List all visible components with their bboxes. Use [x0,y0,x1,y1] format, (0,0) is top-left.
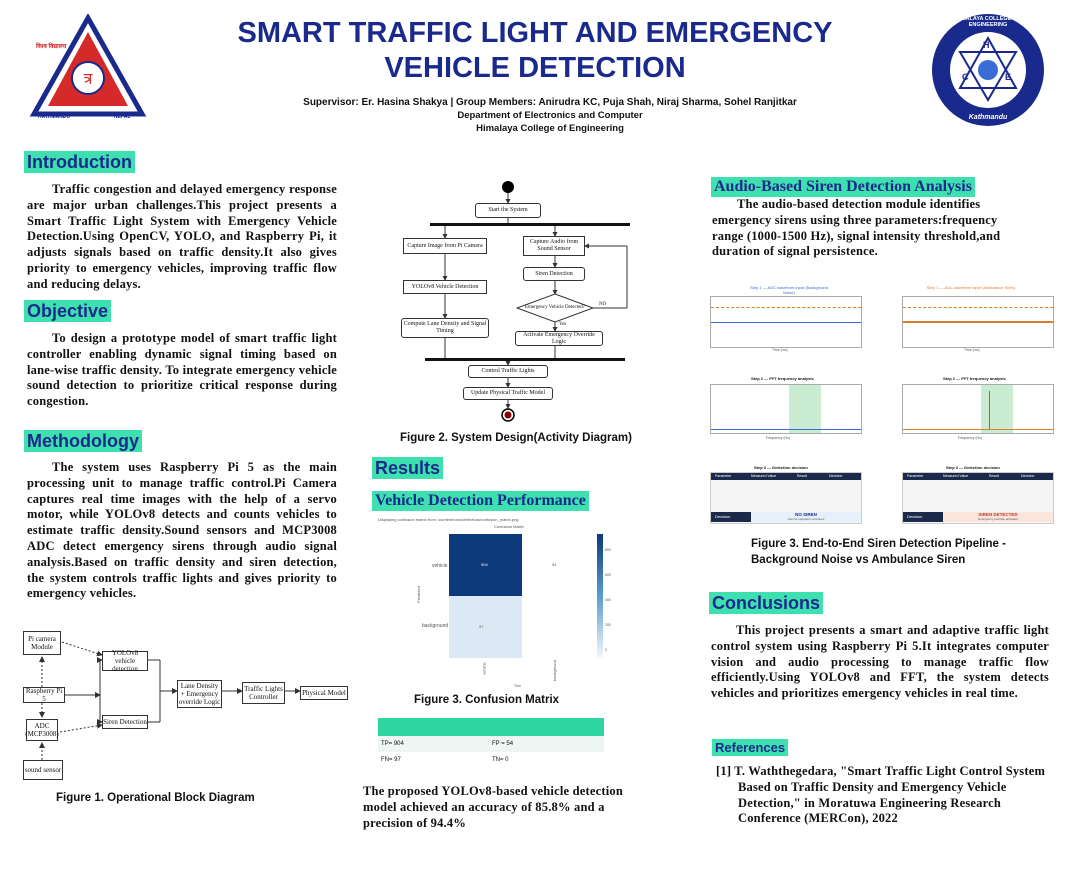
left-verdict-box [751,512,861,522]
left-wave-plot [710,296,862,348]
block-diagram [20,625,350,785]
left-fft-floor [711,429,861,430]
svg-text:त्र: त्र [83,69,93,88]
right-wave-line [903,321,1053,323]
act-start: Start the System [475,203,541,218]
metrics-fp: FP = 54 [492,741,514,747]
figure-1-caption: Figure 1. Operational Block Diagram [56,792,255,804]
act-siren: Siren Detection [523,267,585,281]
right-wave-title: Step 1 — ADC waveform input (Ambulance Siren) [926,285,1016,290]
cm-colorbar-800: 800 [605,548,611,552]
poster-title [180,16,890,86]
cm-colorbar [597,534,603,658]
siren-caption-line-1: Figure 3. End-to-End Siren Detection Pipeline - [751,538,1006,550]
left-logo-bottom-left: KATHMANDU [38,114,71,120]
right-logo-bottom: Kathmandu [968,114,1008,121]
title-line-2: VEHICLE DETECTION [384,52,686,84]
cm-colorbar-400: 400 [605,598,611,602]
block-tlc: Traffic Lights Controller [242,682,285,704]
block-lane: Lane Density + Emergency override Logic [178,682,221,706]
left-verdict: NO SIREN [795,512,817,517]
cm-xlabel: True [514,684,522,688]
heading-audio: Audio-Based Siren Detection Analysis [711,177,975,197]
right-fft-peak [989,391,990,429]
right-logo [928,10,1048,130]
heading-methodology: Methodology [24,430,142,452]
left-decision-label: Decision [715,514,731,519]
right-dh-value: Measured Value [943,474,969,478]
act-emergency: Emergency Vehicle Detected? [524,305,586,310]
act-no: NO [599,302,607,307]
metrics-row-1 [378,736,604,752]
left-dh-result: Result [797,474,807,478]
figure-2-caption: Figure 2. System Design(Activity Diagram) [400,432,632,444]
metrics-table-header [378,718,604,736]
title-line-1: SMART TRAFFIC LIGHT AND EMERGENCY [237,17,833,49]
act-capture-audio: Capture Audio from Sound Sensor [523,236,585,256]
cm-colorbar-0: 0 [605,648,607,652]
block-model: Physical Model [300,686,348,700]
left-logo [28,14,148,124]
right-decision-table [902,472,1054,524]
college: Himalaya College of Engineering [476,123,624,134]
left-wave-line [711,322,861,323]
block-adc: ADC (MCP3008) [26,719,58,741]
credits: Supervisor: Er. Hasina Shakya | Group Members: Anirudra KC, Puja Shah, Niraj Sharma, Sohel Ranjitkar [303,97,797,108]
left-dh-decision: Decision [829,474,843,478]
right-fft-band [981,385,1013,433]
right-dh-param: Parameter [907,474,924,478]
siren-pipeline-figure [696,282,1060,527]
heading-introduction: Introduction [24,151,135,173]
siren-caption-line-2: Background Noise vs Ambulance Siren [751,554,966,566]
cm-title: Confusion Matrix [494,524,525,529]
left-dh-value: Measured Value [751,474,777,478]
right-logo-letter-e: E [1005,72,1012,82]
cm-cell-tp-value: 904 [481,562,488,567]
right-decision-title: Step 3 — Detection decision [946,465,1000,470]
figure-3-siren-caption [751,536,1006,568]
conclusions-text: This project presents a smart and adaptive traffic light control system using Raspberry Pi 5.It integrates computer vision and audio processing to manage traffic flow efficiently.Using YOLOv8 and FFT, the system detects vehicles and prioritizes emergency vehicles in real time. [711,623,1049,701]
heading-objective: Objective [24,300,111,322]
right-fft-xlabel: Frequency (Hz) [958,436,983,440]
left-wave-xlabel: Time (ms) [772,348,788,352]
block-siren: Siren Detection [102,715,148,729]
cm-cell-tn [522,596,595,658]
right-verdict: SIREN DETECTED [978,512,1018,517]
left-fft-title: Step 2 — FFT frequency analysis [751,376,814,381]
block-yolo: YOLOv8 vehicle detection [102,651,148,671]
right-decision-label: Decision [907,514,923,519]
metrics-fn: FN= 97 [381,757,401,763]
block-picam: Pi camera Module [23,631,61,655]
act-control: Control Traffic Lights [468,365,548,378]
audio-text: The audio-based detection module identifies emergency sirens using three parameters:frequency range (1000-1500 Hz), signal intensity threshold,and duration of signal persistence. [712,197,1001,259]
cm-col-background: background [551,660,557,681]
act-yes: Yes [559,322,567,327]
cm-code-line: Displaying confusion matrix from: /content/runs/detect/val/confusion_matrix.png [378,517,519,522]
act-update: Update Physical Traffic Model [463,387,553,400]
right-fft-floor [903,429,1053,430]
metrics-row-2 [378,752,604,768]
heading-results: Results [372,457,443,479]
methodology-text: The system uses Raspberry Pi 5 as the main processing unit to manage traffic control.Pi Camera captures real time images with the help of a servo motor, while YOLOv8 detects and counts vehicles to estimate traffic density.Sound sensors and MCP3008 ADC detect emergency sirens through audio signal analysis.Based on traffic density and siren detection, the system controls traffic lights and gives priority to emergency vehicles. [27,460,337,601]
left-wave-title: Step 1 — ADC waveform input (Background Noise) [749,285,829,295]
right-dh-result: Result [989,474,999,478]
introduction-text: Traffic congestion and delayed emergency response are major urban challenges.This project presents a Smart Traffic Light System with Emergency Vehicle Detection.Using OpenCV, YOLO, and Raspberry Pi, it adjusts signals based on traffic density.It also gives priority to emergency vehicles, improving traffic flow and reducing delays. [27,182,337,291]
cm-col-vehicle: vehicle [481,662,487,675]
heading-references: References [712,739,788,756]
cm-cell-fp-value: 54 [552,562,557,567]
right-verdict-box [943,512,1053,522]
left-decision-title: Step 3 — Detection decision [754,465,808,470]
cm-row-background: background [422,623,449,629]
block-sound: sound sensor [23,760,63,780]
cm-colorbar-200: 200 [605,623,611,627]
department: Department of Electronics and Computer [457,110,643,121]
act-capture-img: Capture Image from Pi Camera [403,238,487,254]
confusion-matrix [374,514,620,686]
left-wave-threshold [711,307,861,309]
heading-conclusions: Conclusions [709,592,823,614]
right-wave-plot [902,296,1054,348]
cm-row-vehicle: vehicle [432,563,448,569]
activity-diagram [395,178,640,433]
left-dh-param: Parameter [715,474,732,478]
right-fft-title: Step 2 — FFT frequency analysis [943,376,1006,381]
block-rpi: Raspberry Pi 5 [23,687,65,703]
act-override: Activate Emergency Override Logic [515,331,603,346]
objective-text: To design a prototype model of smart traffic light controller enabling dynamic signal timing based on lane-wise traffic density. To integrate emergency vehicle sound detection to prioritize critical response during congestion. [27,331,337,409]
right-logo-letter-c: C [962,72,969,82]
left-fft-band [789,385,821,433]
act-lane: Compute Lane Density and Signal Timing [401,318,489,338]
cm-ylabel: Predicted [415,586,421,603]
figure-3-cm-caption: Figure 3. Confusion Matrix [414,694,560,706]
right-verdict-sub: Emergency override activated [978,517,1018,521]
right-wave-xlabel: Time (ms) [964,348,980,352]
left-verdict-sub: Normal operation continues [787,517,825,521]
left-fft-plot [710,384,862,434]
cm-cell-tp [449,534,522,596]
cm-cell-fp [522,534,595,596]
left-decision-table [710,472,862,524]
left-fft-xlabel: Frequency (Hz) [766,436,791,440]
right-dh-decision: Decision [1021,474,1035,478]
metrics-tp: TP= 904 [381,741,404,747]
heading-vehicle-detection: Vehicle Detection Performance [372,491,589,511]
right-logo-ring-text: HIMALAYA COLLEGE OF ENGINEERING [955,16,1021,28]
left-logo-bottom-right: NEPAL [114,114,131,120]
metrics-tn: TN= 0 [492,757,509,763]
right-logo-letter-h: H [983,40,990,50]
cm-cell-fn-value: 97 [479,624,484,629]
results-summary: The proposed YOLOv8-based vehicle detection model achieved an accuracy of 85.8% and a precision of 94.4% [363,784,623,830]
reference-1: [1] T. Waththegedara, "Smart Traffic Light Control System Based on Traffic Density and Emergency Vehicle Detection," in Moratuwa Engineering Research Conference (MERCon), 2022 [716,764,1046,826]
metrics-table [378,718,604,768]
cm-colorbar-600: 600 [605,573,611,577]
act-yolo: YOLOv8 Vehicle Detection [403,280,487,294]
cm-cell-fn [449,596,522,658]
right-wave-threshold [903,307,1053,309]
right-fft-plot [902,384,1054,434]
left-logo-top: विश्व विद्यालय [36,44,67,50]
